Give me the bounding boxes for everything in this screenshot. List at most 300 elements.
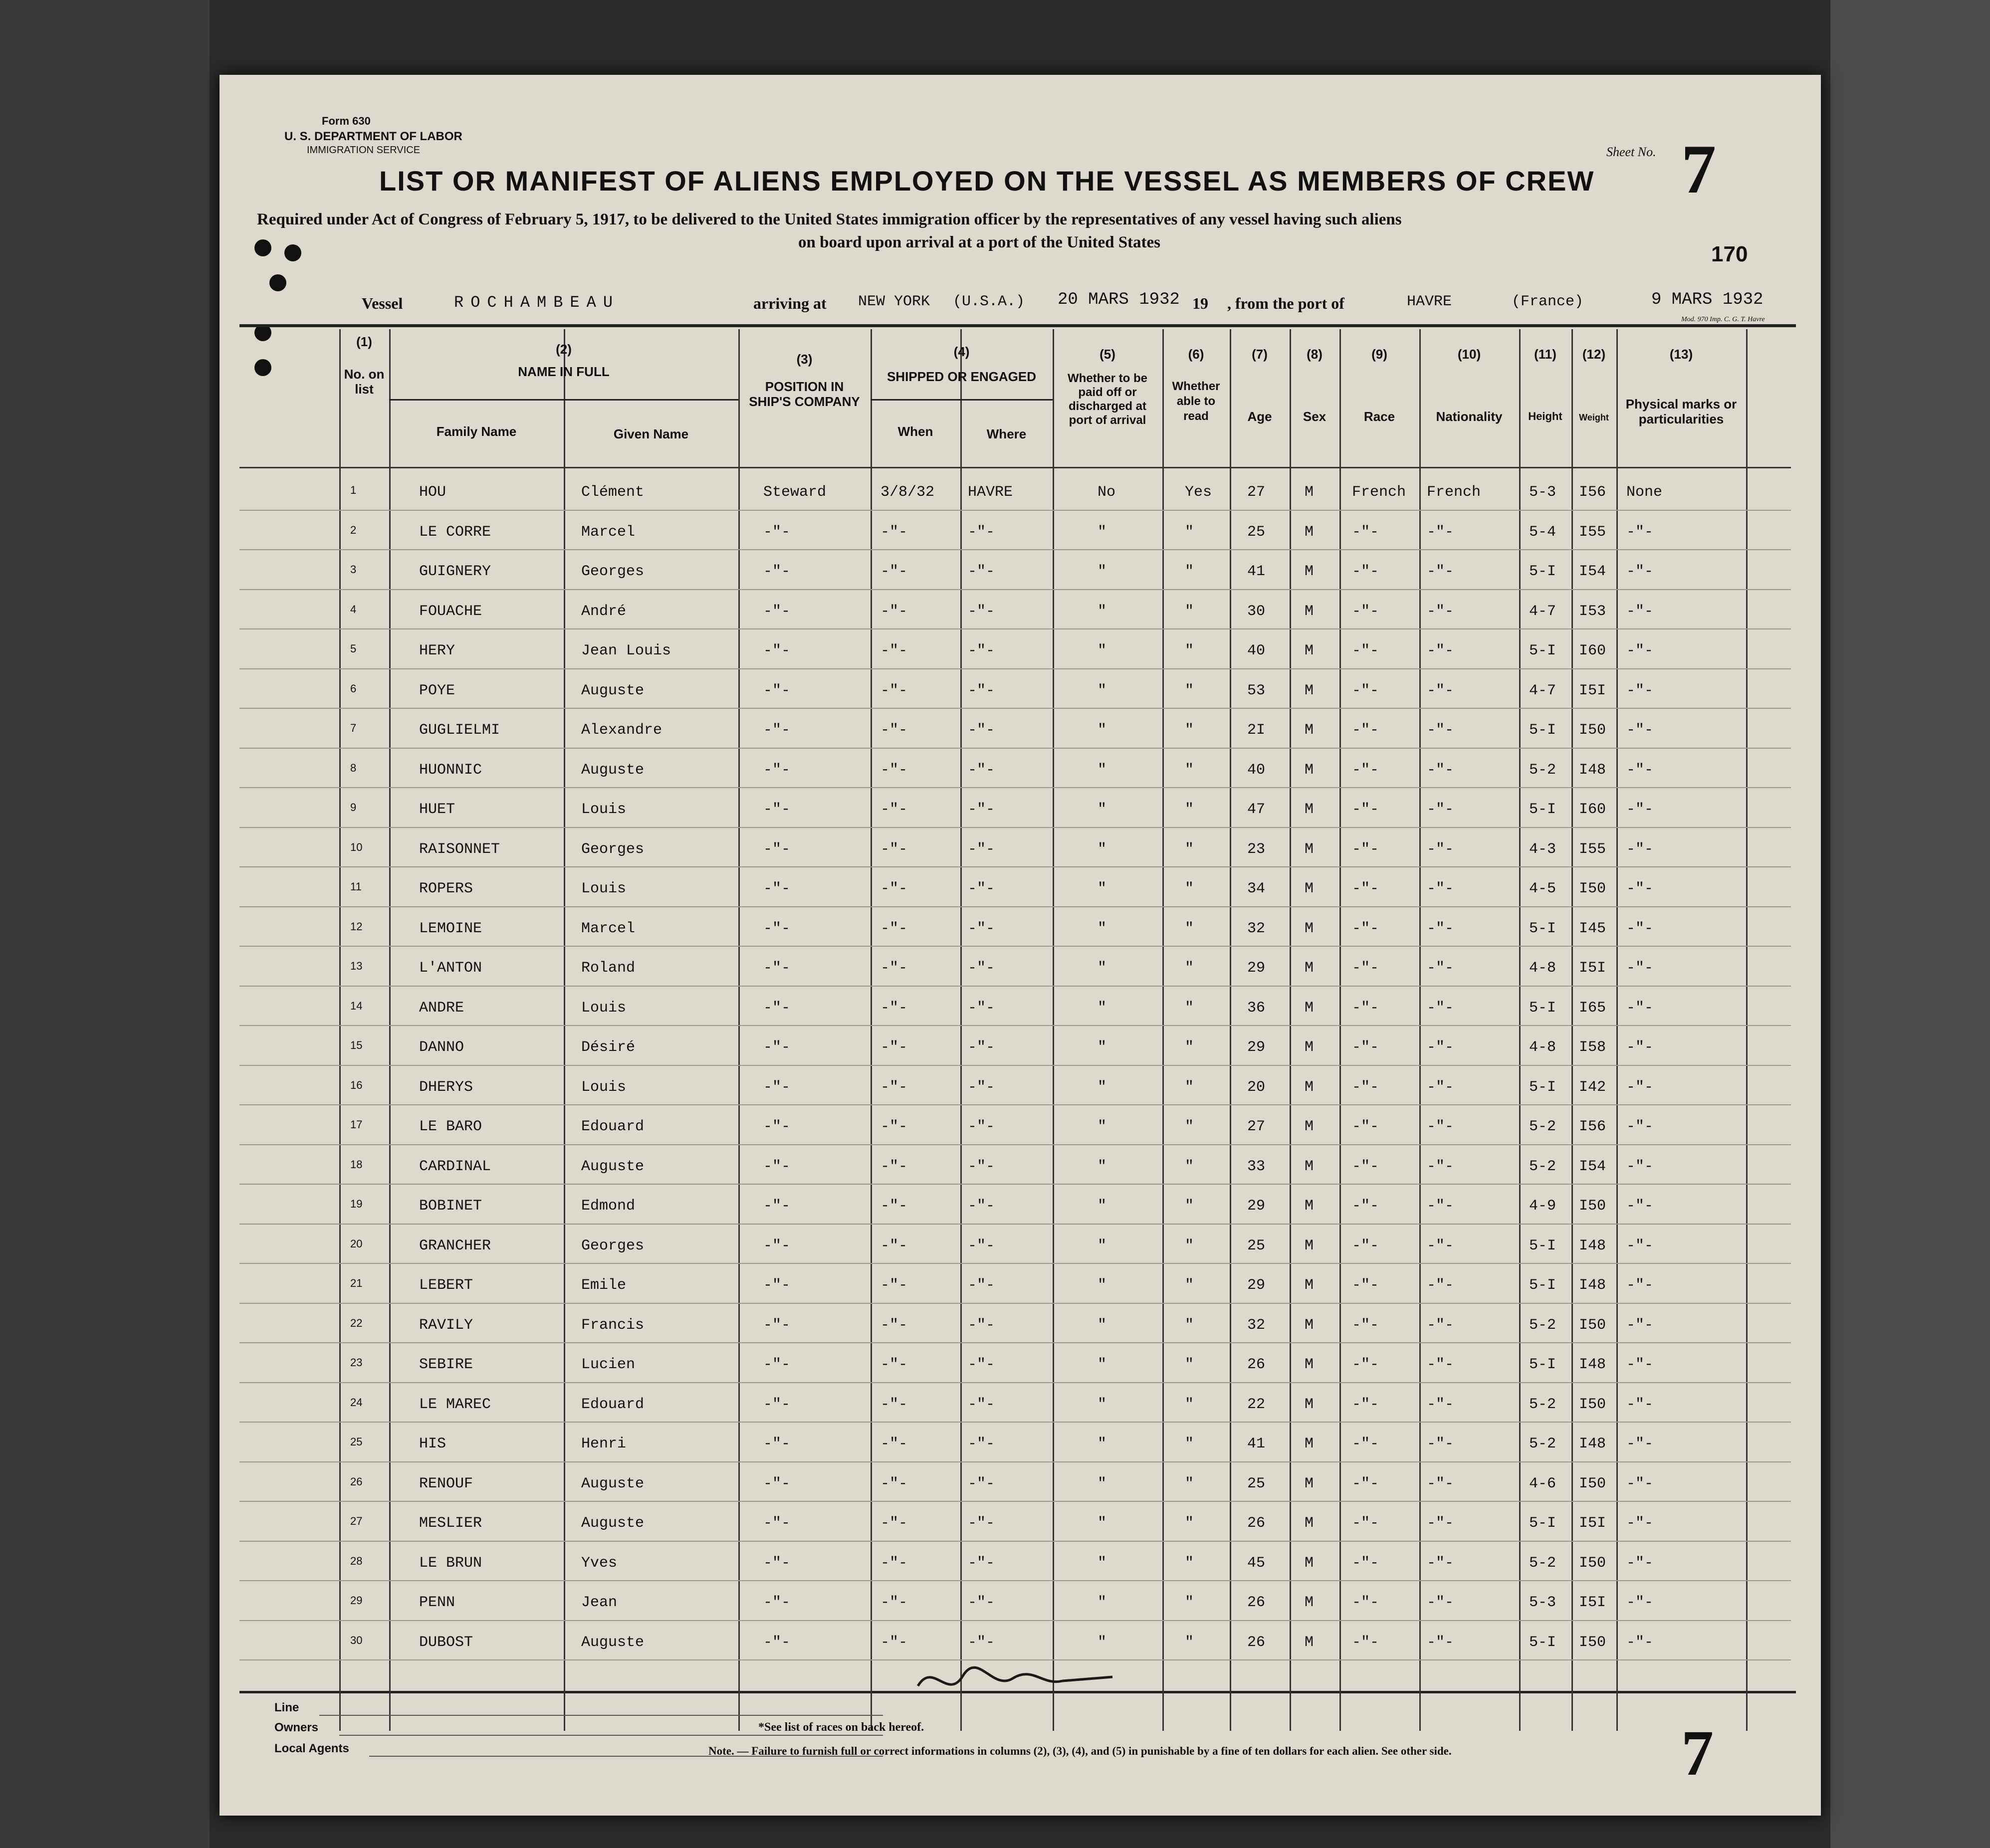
cell-family-name: HERY — [419, 642, 455, 659]
cell-age: 23 — [1247, 840, 1266, 858]
cell-weight: I50 — [1579, 1396, 1606, 1413]
cell-paid-off: " — [1098, 1515, 1107, 1532]
cell-able-to-read: " — [1185, 1396, 1194, 1413]
cell-shipped-where: -"- — [968, 1475, 995, 1492]
cell-sex: M — [1305, 1078, 1314, 1096]
cell-shipped-when: -"- — [881, 880, 908, 897]
cell-shipped-where: -"- — [968, 1316, 995, 1334]
cell-family-name: LE BRUN — [419, 1554, 482, 1572]
cell-physical-marks: -"- — [1626, 1436, 1654, 1452]
cell-shipped-where: -"- — [968, 1078, 995, 1096]
cell-shipped-when: -"- — [881, 1118, 908, 1135]
owners-underline — [339, 1735, 883, 1736]
cell-given-name: Auguste — [581, 1634, 645, 1651]
cell-row-number: 10 — [350, 840, 363, 853]
cell-nationality: -"- — [1427, 523, 1454, 541]
col2-header: NAME IN FULL — [518, 364, 610, 379]
cell-nationality: French — [1427, 484, 1481, 501]
cell-physical-marks: -"- — [1626, 999, 1654, 1017]
cell-age: 22 — [1247, 1396, 1266, 1413]
cell-able-to-read: " — [1185, 1316, 1194, 1334]
row-rule — [239, 1065, 1791, 1066]
cell-family-name: POYE — [419, 682, 455, 699]
cell-shipped-where: -"- — [968, 1436, 995, 1452]
cell-position: -"- — [763, 722, 791, 739]
row-rule — [239, 906, 1791, 907]
cell-family-name: PENN — [419, 1594, 455, 1611]
cell-sex: M — [1305, 960, 1314, 977]
year-label: 19 — [1192, 294, 1208, 312]
cell-sex: M — [1305, 880, 1314, 897]
cell-physical-marks: -"- — [1626, 1515, 1654, 1532]
cell-position: -"- — [763, 563, 791, 580]
cell-physical-marks: -"- — [1626, 920, 1654, 937]
cell-given-name: Alexandre — [581, 722, 663, 739]
cell-height: 5-I — [1529, 1078, 1556, 1096]
cell-sex: M — [1305, 1554, 1314, 1572]
cell-weight: I48 — [1579, 761, 1606, 779]
cell-physical-marks: None — [1626, 484, 1663, 501]
cell-physical-marks: -"- — [1626, 761, 1654, 779]
cell-given-name: André — [581, 603, 627, 620]
cell-row-number: 30 — [350, 1634, 363, 1646]
cell-shipped-where: -"- — [968, 682, 995, 699]
cell-sex: M — [1305, 1198, 1314, 1215]
cell-paid-off: " — [1098, 1475, 1107, 1492]
col1-number: (1) — [356, 334, 372, 349]
cell-height: 5-I — [1529, 1634, 1556, 1651]
cell-sex: M — [1305, 563, 1314, 580]
cell-shipped-where: -"- — [968, 523, 995, 541]
column-rule — [1746, 329, 1748, 1731]
col12-number: (12) — [1582, 347, 1606, 362]
row-rule — [239, 866, 1791, 867]
cell-paid-off: " — [1098, 682, 1107, 699]
cell-family-name: DANNO — [419, 1039, 464, 1056]
cell-family-name: FOUACHE — [419, 603, 482, 620]
cell-nationality: -"- — [1427, 960, 1454, 977]
cell-height: 4-6 — [1529, 1475, 1556, 1492]
cell-race: -"- — [1352, 1515, 1379, 1532]
cell-race: -"- — [1352, 761, 1379, 779]
col5-number: (5) — [1100, 347, 1115, 362]
col4-number: (4) — [953, 344, 970, 359]
manifest-sheet — [220, 75, 1821, 1816]
cell-weight: I50 — [1579, 1475, 1606, 1492]
cell-nationality: -"- — [1427, 1316, 1454, 1334]
cell-able-to-read: " — [1185, 1277, 1194, 1294]
cell-shipped-when: -"- — [881, 1316, 908, 1334]
column-rule — [339, 329, 341, 1731]
cell-shipped-where: -"- — [968, 1277, 995, 1294]
arrival-date: 20 MARS 1932 — [1058, 290, 1180, 309]
cell-height: 5-3 — [1529, 484, 1556, 501]
cell-height: 4-9 — [1529, 1198, 1556, 1215]
row-rule — [239, 589, 1791, 590]
from-port-label: , from the port of — [1227, 294, 1344, 312]
cell-position: -"- — [763, 1356, 791, 1373]
cell-given-name: Auguste — [581, 1515, 645, 1532]
cell-nationality: -"- — [1427, 999, 1454, 1017]
row-rule — [239, 1184, 1791, 1185]
cell-shipped-where: HAVRE — [968, 484, 1013, 501]
cell-row-number: 22 — [350, 1316, 363, 1329]
row-rule — [239, 1342, 1791, 1343]
cell-height: 5-I — [1529, 1515, 1556, 1532]
cell-row-number: 9 — [350, 801, 357, 814]
cell-given-name: Emile — [581, 1277, 627, 1294]
cell-given-name: Louis — [581, 999, 627, 1017]
cell-position: -"- — [763, 960, 791, 977]
cell-age: 26 — [1247, 1634, 1266, 1651]
cell-sex: M — [1305, 682, 1314, 699]
cell-paid-off: " — [1098, 563, 1107, 580]
cell-shipped-when: -"- — [881, 1039, 908, 1056]
cell-race: -"- — [1352, 1237, 1379, 1254]
cell-shipped-when: -"- — [881, 920, 908, 937]
mod-note: Mod. 970 Imp. C. G. T. Havre — [1681, 316, 1765, 323]
row-rule — [239, 1303, 1791, 1304]
cell-shipped-where: -"- — [968, 1594, 995, 1611]
cell-row-number: 23 — [350, 1356, 363, 1369]
cell-row-number: 19 — [350, 1198, 363, 1210]
cell-able-to-read: " — [1185, 880, 1194, 897]
cell-given-name: Georges — [581, 563, 645, 580]
form-number: Form 630 — [322, 115, 371, 127]
cell-shipped-when: -"- — [881, 603, 908, 620]
cell-age: 26 — [1247, 1356, 1266, 1373]
cell-physical-marks: -"- — [1626, 1237, 1654, 1254]
cell-able-to-read: " — [1185, 523, 1194, 541]
cell-age: 20 — [1247, 1078, 1266, 1096]
cell-shipped-when: -"- — [881, 960, 908, 977]
cell-weight: I48 — [1579, 1237, 1606, 1254]
cell-row-number: 17 — [350, 1118, 363, 1131]
row-rule — [239, 946, 1791, 947]
local-agents-label: Local Agents — [274, 1742, 349, 1755]
cell-height: 5-I — [1529, 801, 1556, 818]
departure-date: 9 MARS 1932 — [1651, 290, 1764, 309]
cell-position: -"- — [763, 1198, 791, 1215]
cell-height: 5-I — [1529, 1277, 1556, 1294]
cell-position: -"- — [763, 761, 791, 779]
cell-sex: M — [1305, 1118, 1314, 1135]
cell-weight: I48 — [1579, 1277, 1606, 1294]
cell-family-name: LE BARO — [419, 1118, 482, 1135]
row-rule — [239, 668, 1791, 669]
cell-sex: M — [1305, 1158, 1314, 1175]
cell-race: French — [1352, 484, 1406, 501]
cell-shipped-when: -"- — [881, 722, 908, 739]
cell-family-name: LEMOINE — [419, 920, 482, 937]
cell-able-to-read: " — [1185, 1237, 1194, 1254]
cell-sex: M — [1305, 1316, 1314, 1334]
cell-row-number: 16 — [350, 1078, 363, 1091]
cell-position: -"- — [763, 1237, 791, 1254]
col5-header: Whether to be paid off or discharged at port of arrival — [1068, 372, 1147, 427]
cell-shipped-when: -"- — [881, 1554, 908, 1572]
arriving-port: NEW YORK — [858, 293, 930, 310]
cell-sex: M — [1305, 1039, 1314, 1056]
column-rule — [1230, 329, 1231, 1731]
row-rule — [239, 1025, 1791, 1026]
cell-age: 45 — [1247, 1554, 1266, 1572]
cell-shipped-when: -"- — [881, 1198, 908, 1215]
col3-header: POSITION IN SHIP'S COMPANY — [749, 379, 860, 409]
row-rule — [239, 1144, 1791, 1145]
cell-shipped-where: -"- — [968, 1198, 995, 1215]
sheet-no-bottom: 7 — [1681, 1717, 1714, 1789]
cell-paid-off: " — [1098, 523, 1107, 541]
cell-row-number: 21 — [350, 1277, 363, 1289]
cell-shipped-where: -"- — [968, 1039, 995, 1056]
cell-height: 5-2 — [1529, 1554, 1556, 1572]
cell-height: 5-I — [1529, 1237, 1556, 1254]
cell-weight: I56 — [1579, 1118, 1606, 1135]
cell-race: -"- — [1352, 1356, 1379, 1373]
cell-height: 4-7 — [1529, 603, 1556, 620]
cell-given-name: Roland — [581, 960, 636, 977]
cell-weight: I50 — [1579, 1316, 1606, 1334]
cell-nationality: -"- — [1427, 1554, 1454, 1572]
scan-background-left — [0, 0, 210, 1848]
cell-shipped-when: -"- — [881, 1356, 908, 1373]
cell-physical-marks: -"- — [1626, 840, 1654, 858]
cell-height: 4-8 — [1529, 960, 1556, 977]
cell-position: -"- — [763, 1396, 791, 1413]
cell-race: -"- — [1352, 1158, 1379, 1175]
cell-given-name: Edouard — [581, 1118, 645, 1135]
cell-shipped-when: 3/8/32 — [881, 484, 935, 501]
cell-able-to-read: " — [1185, 761, 1194, 779]
cell-age: 26 — [1247, 1594, 1266, 1611]
cell-sex: M — [1305, 999, 1314, 1017]
row-rule — [239, 827, 1791, 828]
cell-shipped-when: -"- — [881, 1396, 908, 1413]
column-rule — [1419, 329, 1421, 1731]
cell-family-name: BOBINET — [419, 1198, 482, 1215]
cell-position: -"- — [763, 1158, 791, 1175]
cell-age: 29 — [1247, 960, 1266, 977]
cell-race: -"- — [1352, 1396, 1379, 1413]
cell-sex: M — [1305, 1396, 1314, 1413]
cell-nationality: -"- — [1427, 603, 1454, 620]
cell-shipped-when: -"- — [881, 523, 908, 541]
cell-weight: I54 — [1579, 563, 1606, 580]
cell-nationality: -"- — [1427, 1396, 1454, 1413]
cell-weight: I54 — [1579, 1158, 1606, 1175]
cell-family-name: HUET — [419, 801, 455, 818]
cell-given-name: Francis — [581, 1316, 645, 1334]
cell-sex: M — [1305, 1436, 1314, 1452]
cell-able-to-read: " — [1185, 920, 1194, 937]
cell-able-to-read: " — [1185, 682, 1194, 699]
cell-weight: I53 — [1579, 603, 1606, 620]
cell-able-to-read: " — [1185, 1634, 1194, 1651]
cell-family-name: GUGLIELMI — [419, 722, 500, 739]
cell-weight: I5I — [1579, 1515, 1606, 1532]
cell-sex: M — [1305, 761, 1314, 779]
cell-given-name: Edouard — [581, 1396, 645, 1413]
cell-position: -"- — [763, 920, 791, 937]
punch-hole — [254, 359, 271, 376]
cell-able-to-read: " — [1185, 1039, 1194, 1056]
cell-given-name: Louis — [581, 880, 627, 897]
cell-row-number: 24 — [350, 1396, 363, 1409]
cell-able-to-read: Yes — [1185, 484, 1212, 501]
cell-paid-off: " — [1098, 1198, 1107, 1215]
cell-age: 25 — [1247, 1475, 1266, 1492]
cell-physical-marks: -"- — [1626, 1118, 1654, 1135]
col12-header: Weight — [1579, 412, 1609, 422]
cell-family-name: GRANCHER — [419, 1237, 491, 1254]
cell-given-name: Jean Louis — [581, 642, 671, 659]
row-rule — [239, 986, 1791, 987]
cell-sex: M — [1305, 1237, 1314, 1254]
cell-able-to-read: " — [1185, 1515, 1194, 1532]
row-rule — [239, 1461, 1791, 1462]
cell-height: 5-2 — [1529, 1118, 1556, 1135]
column-rule — [960, 329, 962, 1731]
cell-race: -"- — [1352, 1039, 1379, 1056]
cell-position: -"- — [763, 1594, 791, 1611]
cell-paid-off: " — [1098, 880, 1107, 897]
cell-weight: I50 — [1579, 1554, 1606, 1572]
cell-sex: M — [1305, 603, 1314, 620]
cell-given-name: Louis — [581, 1078, 627, 1096]
row-rule — [239, 1620, 1791, 1621]
cell-weight: I56 — [1579, 484, 1606, 501]
cell-position: Steward — [763, 484, 827, 501]
cell-race: -"- — [1352, 1118, 1379, 1135]
cell-position: -"- — [763, 1475, 791, 1492]
col4-header: SHIPPED OR ENGAGED — [886, 369, 1037, 384]
cell-physical-marks: -"- — [1626, 603, 1654, 620]
cell-race: -"- — [1352, 603, 1379, 620]
cell-position: -"- — [763, 603, 791, 620]
col7-header: Age — [1247, 409, 1272, 424]
signature-mark — [913, 1656, 1122, 1706]
cell-physical-marks: -"- — [1626, 1554, 1654, 1572]
cell-weight: I50 — [1579, 1634, 1606, 1651]
cell-sex: M — [1305, 1594, 1314, 1611]
cell-paid-off: " — [1098, 999, 1107, 1017]
cell-row-number: 11 — [350, 880, 362, 893]
cell-height: 5-2 — [1529, 761, 1556, 779]
cell-race: -"- — [1352, 840, 1379, 858]
cell-nationality: -"- — [1427, 801, 1454, 818]
cell-age: 29 — [1247, 1277, 1266, 1294]
cell-age: 27 — [1247, 1118, 1266, 1135]
cell-shipped-where: -"- — [968, 1396, 995, 1413]
cell-able-to-read: " — [1185, 1436, 1194, 1452]
cell-physical-marks: -"- — [1626, 1277, 1654, 1294]
cell-given-name: Henri — [581, 1436, 627, 1452]
cell-paid-off: " — [1098, 840, 1107, 858]
cell-race: -"- — [1352, 1277, 1379, 1294]
col6-header: Whether able to read — [1172, 380, 1220, 423]
cell-paid-off: " — [1098, 1078, 1107, 1096]
cell-able-to-read: " — [1185, 1198, 1194, 1215]
col2-number: (2) — [556, 342, 572, 357]
cell-physical-marks: -"- — [1626, 880, 1654, 897]
cell-row-number: 15 — [350, 1039, 363, 1051]
cell-age: 29 — [1247, 1198, 1266, 1215]
cell-race: -"- — [1352, 1475, 1379, 1492]
cell-height: 4-3 — [1529, 840, 1556, 858]
cell-able-to-read: " — [1185, 1356, 1194, 1373]
cell-weight: I5I — [1579, 1594, 1606, 1611]
cell-physical-marks: -"- — [1626, 1475, 1654, 1492]
cell-given-name: Désiré — [581, 1039, 636, 1056]
col2a-header: Family Name — [436, 424, 517, 439]
cell-position: -"- — [763, 880, 791, 897]
row-rule — [239, 1541, 1791, 1542]
vessel-label: Vessel — [362, 294, 403, 312]
cell-given-name: Marcel — [581, 523, 636, 541]
cell-position: -"- — [763, 1515, 791, 1532]
cell-physical-marks: -"- — [1626, 1356, 1654, 1373]
subtitle-line-1: Required under Act of Congress of February 5, 1917, to be delivered to the United States immigration officer by the representatives of any vessel having such aliens — [257, 210, 1402, 228]
cell-race: -"- — [1352, 1554, 1379, 1572]
cell-able-to-read: " — [1185, 642, 1194, 659]
cell-weight: I55 — [1579, 840, 1606, 858]
cell-row-number: 20 — [350, 1237, 363, 1250]
cell-nationality: -"- — [1427, 1356, 1454, 1373]
cell-row-number: 12 — [350, 920, 363, 933]
cell-height: 5-I — [1529, 1356, 1556, 1373]
cell-row-number: 3 — [350, 563, 357, 576]
cell-physical-marks: -"- — [1626, 722, 1654, 739]
cell-physical-marks: -"- — [1626, 1396, 1654, 1413]
cell-paid-off: " — [1098, 761, 1107, 779]
cell-row-number: 4 — [350, 603, 357, 616]
cell-row-number: 5 — [350, 642, 357, 655]
cell-paid-off: " — [1098, 642, 1107, 659]
row-rule — [239, 549, 1791, 550]
cell-age: 47 — [1247, 801, 1266, 818]
cell-able-to-read: " — [1185, 960, 1194, 977]
cell-given-name: Georges — [581, 1237, 645, 1254]
column-rule — [1053, 329, 1054, 1731]
cell-paid-off: " — [1098, 1594, 1107, 1611]
shipped-subheader-rule — [871, 399, 1053, 401]
cell-weight: I55 — [1579, 523, 1606, 541]
cell-given-name: Georges — [581, 840, 645, 858]
cell-given-name: Yves — [581, 1554, 618, 1572]
subtitle-line-2: on board upon arrival at a port of the United States — [798, 233, 1161, 251]
column-rule — [564, 329, 565, 1731]
cell-shipped-when: -"- — [881, 682, 908, 699]
scan-background-right — [1830, 0, 1990, 1848]
cell-row-number: 29 — [350, 1594, 363, 1607]
cell-row-number: 2 — [350, 523, 357, 536]
cell-shipped-where: -"- — [968, 960, 995, 977]
line-underline — [319, 1715, 883, 1716]
col4a-header: When — [897, 424, 933, 439]
cell-physical-marks: -"- — [1626, 523, 1654, 541]
cell-shipped-when: -"- — [881, 1515, 908, 1532]
column-rule — [1290, 329, 1291, 1731]
cell-age: 40 — [1247, 642, 1266, 659]
cell-race: -"- — [1352, 1436, 1379, 1452]
cell-sex: M — [1305, 1356, 1314, 1373]
cell-shipped-when: -"- — [881, 1594, 908, 1611]
header-bottom-rule — [239, 467, 1791, 468]
cell-race: -"- — [1352, 801, 1379, 818]
column-rule — [389, 329, 391, 1731]
cell-sex: M — [1305, 1475, 1314, 1492]
